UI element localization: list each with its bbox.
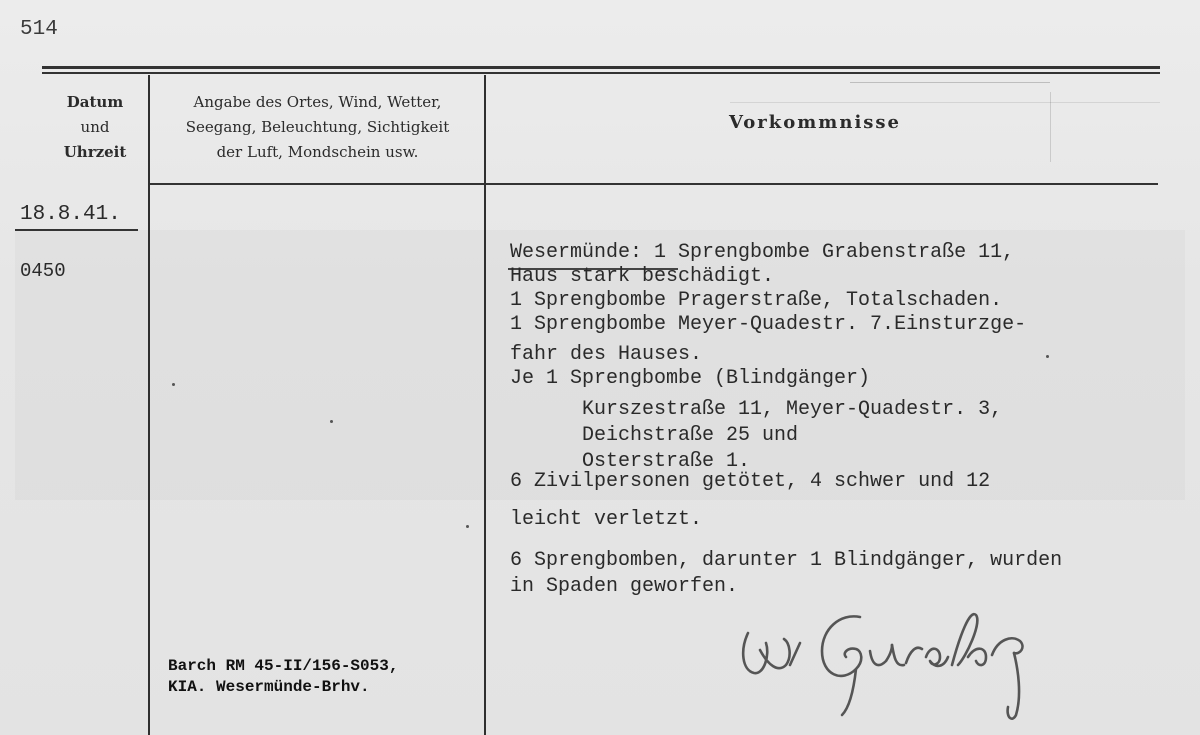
stray-mark: [1046, 355, 1049, 358]
date-underline: [15, 229, 138, 231]
handwritten-signature: [730, 595, 1050, 725]
header-conditions: [150, 90, 485, 165]
stray-mark: [330, 420, 333, 423]
entry-line-7: Kurszestraße 11, Meyer-Quadestr. 3,: [510, 398, 1003, 421]
column-divider-1: [148, 75, 150, 735]
entry-line-13: in Spaden geworfen.: [510, 575, 739, 598]
top-rule-thin: [42, 72, 1160, 74]
entry-line-9: Osterstraße 1.: [510, 450, 751, 473]
header-conditions-line-3: der Luft, Mondschein usw.: [216, 143, 419, 161]
entry-line-12: 6 Sprengbomben, darunter 1 Blindgänger, wurden: [510, 549, 1063, 572]
entry-line-5: fahr des Hauses.: [510, 343, 703, 366]
entry-line-6: Je 1 Sprengbombe (Blindgänger): [510, 367, 871, 390]
entry-line-2: Haus stark beschädigt.: [510, 265, 775, 288]
header-time-label: Uhrzeit: [63, 143, 127, 161]
column-divider-2: [484, 75, 486, 735]
header-and-label: und: [80, 118, 110, 136]
source-caption-line-2: KIA. Wesermünde-Brhv.: [168, 678, 370, 696]
top-double-rule: [42, 66, 1160, 69]
source-caption-line-1: Barch RM 45-II/156-S053,: [168, 657, 399, 675]
stray-mark: [172, 383, 175, 386]
ghost-header-bleed: [730, 82, 1170, 162]
entry-line-3: 1 Sprengbombe Pragerstraße, Totalschaden.: [510, 289, 1003, 312]
entry-date: 18.8.41.: [20, 203, 121, 226]
header-incidents: Vorkommnisse: [728, 112, 902, 133]
entry-time: 0450: [20, 260, 66, 282]
page-number: 514: [20, 18, 58, 41]
entry-line-8: Deichstraße 25 und: [510, 424, 799, 447]
entry-line-10: 6 Zivilpersonen getötet, 4 schwer und 12: [510, 470, 991, 493]
header-date-label: Datum: [66, 93, 124, 111]
header-conditions-line-1: Angabe des Ortes, Wind, Wetter,: [193, 93, 442, 111]
header-date-time: [40, 90, 150, 165]
entry-line-1: Wesermünde: 1 Sprengbombe Grabenstraße 11,: [510, 241, 1015, 264]
header-bottom-rule: [148, 183, 1158, 185]
entry-line-11: leicht verletzt.: [510, 508, 703, 531]
stray-mark: [466, 525, 469, 528]
header-conditions-line-2: Seegang, Beleuchtung, Sichtigkeit: [185, 118, 450, 136]
entry-line-4: 1 Sprengbombe Meyer-Quadestr. 7.Einsturzge-: [510, 313, 1027, 336]
